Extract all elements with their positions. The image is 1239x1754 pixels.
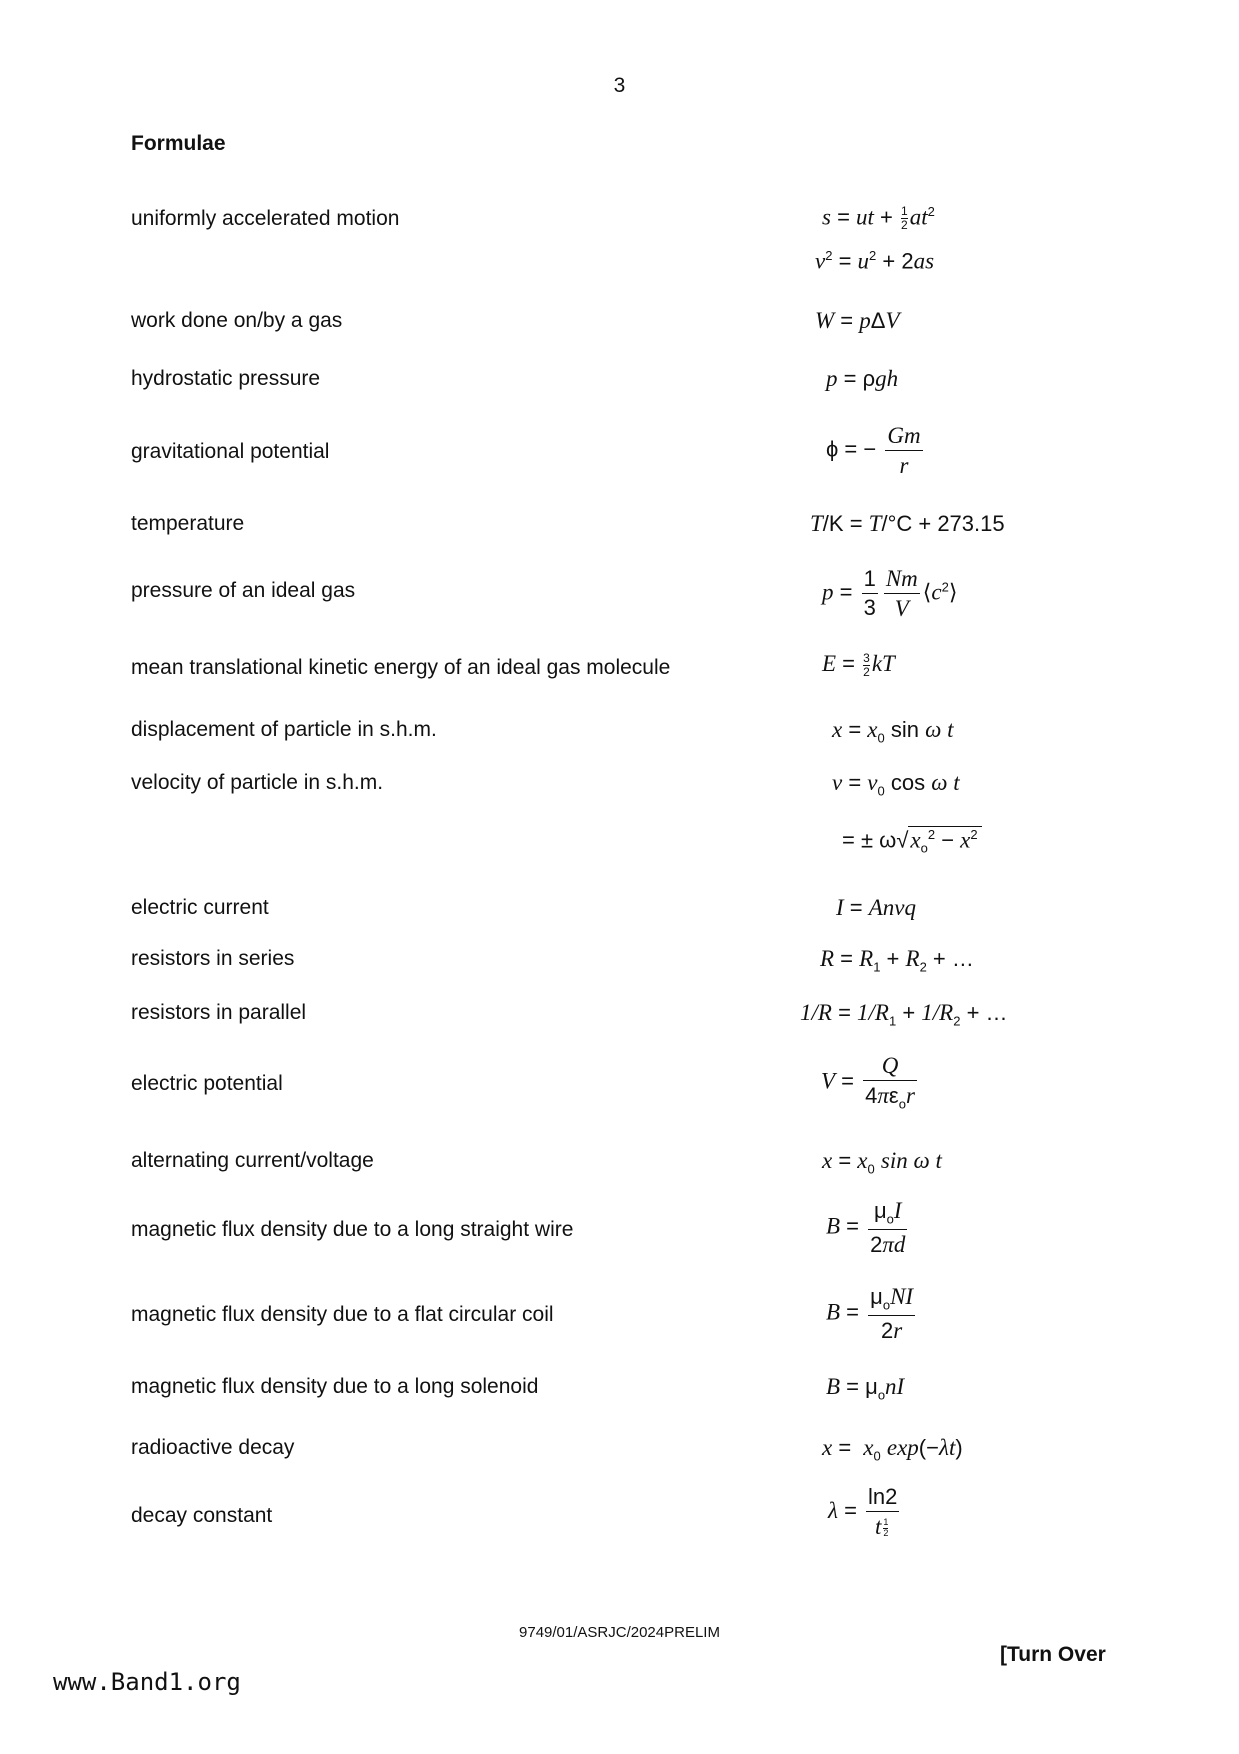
label-shm-velocity: velocity of particle in s.h.m. [131,771,384,794]
label-resistors-series: resistors in series [131,947,295,970]
formula-temperature: T/K = T/°C + 273.15 [810,511,1005,536]
label-ac: alternating current/voltage [131,1149,374,1172]
formula-decay-constant: λ = ln2 t $\frac{1}{2}$ [828,1484,898,1540]
formulae-heading: Formulae [131,132,226,155]
formula-shm-velocity: $v = v_0$ cos ω t [832,770,960,799]
formula-mean-ke: E = $\frac{3}{2}$ kT [822,651,895,679]
label-electric-potential: electric potential [131,1072,283,1095]
label-work-gas: work done on/by a gas [131,309,343,332]
turn-over-label: [Turn Over [1000,1643,1106,1666]
formula-resistors-series: $R = R_1 + R_2$ + … [820,946,974,975]
label-mean-ke: mean translational kinetic energy of an ideal gas molecule [131,656,671,679]
label-flux-solenoid: magnetic flux density due to a long solenoid [131,1375,539,1398]
label-flux-coil: magnetic flux density due to a flat circular coil [131,1303,554,1326]
formula-flux-wire: B = $\frac{\mu_oI}{2\pi d}$ [826,1198,906,1257]
formula-resistors-parallel: $1/R = 1/R_1 + 1/R_2$ + … [800,1000,1008,1029]
label-radioactive-decay: radioactive decay [131,1436,295,1459]
label-decay-constant: decay constant [131,1504,273,1527]
formula-flux-solenoid: $B = \mu_onI$ [826,1374,905,1403]
label-pressure-ideal-gas: pressure of an ideal gas [131,579,356,602]
formula-radioactive-decay: $x = x_0$ exp(−λt) [822,1435,963,1464]
label-electric-current: electric current [131,896,269,919]
paper-code: 9749/01/ASRJC/2024PRELIM [519,1624,720,1641]
label-temperature: temperature [131,512,245,535]
formula-ac: $x = x_0$ sin ω t [822,1148,942,1177]
label-grav-potential: gravitational potential [131,440,330,463]
formula-hydrostatic: p = ρgh [826,366,899,391]
label-hydrostatic: hydrostatic pressure [131,367,321,390]
formula-shm-velocity-alt: = ± $\omega√x_o^2 - x^2$ [842,826,982,856]
formula-work-gas: W = pΔV [815,308,900,333]
formula-grav-potential: ϕ = − $\frac{Gm}{r}$ [826,423,921,479]
watermark: www.Band1.org [53,1668,241,1696]
formula-pressure-ideal-gas: p = $\frac{1}{3}$ $\frac{Nm}{V}$ $⟨c^2⟩$ [822,566,958,622]
label-shm-displacement: displacement of particle in s.h.m. [131,718,437,741]
label-resistors-parallel: resistors in parallel [131,1001,307,1024]
formula-electric-potential: V = $\frac{Q}{4\pi\varepsilon_or}$ [821,1053,915,1112]
label-accel-motion: uniformly accelerated motion [131,207,400,230]
page-number: 3 [613,74,626,97]
formula-shm-displacement: $x = x_0$ sin ω t [832,717,954,746]
formula-velocity-suvat: $v^2 = u^2 + 2as$ [815,248,935,274]
formula-electric-current: I = Anvq [836,895,917,920]
formula-flux-coil: B = $\frac{\mu_oNI}{2r}$ [826,1284,914,1343]
label-flux-wire: magnetic flux density due to a long straight wire [131,1218,574,1241]
formula-displacement-suvat: s = ut + $\frac{1}{2}$ $at^2$ [822,204,935,233]
